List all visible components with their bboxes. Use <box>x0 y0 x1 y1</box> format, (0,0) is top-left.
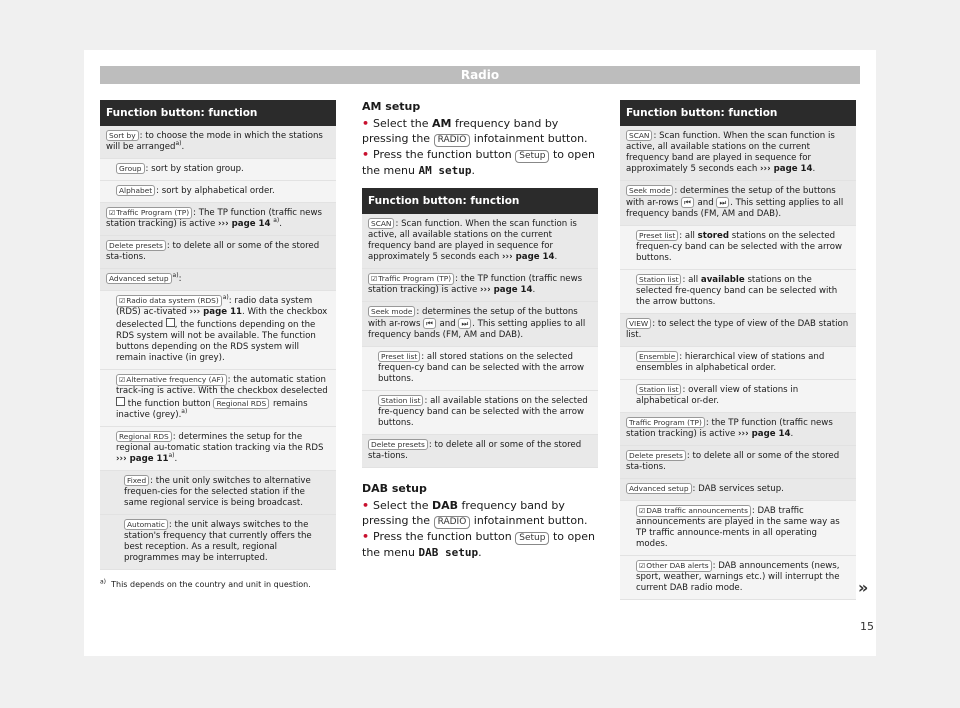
footnote-ref: a) <box>175 140 182 148</box>
step-text: AM <box>432 117 452 130</box>
row-text: : DAB services setup. <box>692 484 784 494</box>
row-text: : <box>178 274 182 284</box>
delete-presets-key: Delete presets <box>626 450 686 461</box>
other-dab-alerts-key <box>636 560 712 572</box>
row-text: : all stored stations on the selected frequen-cy band can be selected with the arrow buttons. <box>378 352 585 384</box>
key-label: Other DAB alerts <box>646 561 709 570</box>
column-left <box>100 100 336 589</box>
dab-step-2 <box>362 529 598 560</box>
step-text: DAB <box>432 499 459 512</box>
preset-list-key: Preset list <box>636 230 678 241</box>
page-reference: ››› page 14 <box>480 285 533 295</box>
row-text: : the unit only switches to alternative frequen-cies for the selected station if the same regional service is being broadcast. <box>124 476 311 508</box>
table-row <box>620 226 856 270</box>
row-text: : DAB announcements (news, sport, weather, warnings etc.) will interrupt the current DAB radio mode. <box>636 561 840 593</box>
advanced-setup-key: Advanced setup <box>106 273 172 284</box>
af-key <box>116 374 227 386</box>
step-text: . <box>471 164 475 177</box>
table-row <box>100 181 336 203</box>
continued-marker: » <box>858 578 869 597</box>
page-reference: ››› page 11 <box>116 454 169 464</box>
menu-name: DAB setup <box>418 546 479 559</box>
alphabet-key: Alphabet <box>116 185 155 196</box>
row-text: , the functions depending on the RDS system will not be available. The function buttons depending on the RDS system will remain inactive (in grey). <box>116 320 316 363</box>
table-row <box>620 556 856 600</box>
row-text: . <box>554 252 558 262</box>
key-label: Radio data system (RDS) <box>126 296 219 305</box>
table-row <box>620 347 856 380</box>
am-step-1 <box>362 116 598 147</box>
row-text: : all <box>682 275 701 285</box>
scan-key: SCAN <box>626 130 652 141</box>
page-reference: ››› page 14 <box>218 219 271 229</box>
table-row <box>100 427 336 471</box>
row-text: remains inactive (grey). <box>116 399 308 420</box>
row-text: . This setting applies to all frequency bands (FM, AM and DAB). <box>368 319 586 340</box>
footnote-ref: a) <box>172 272 179 280</box>
footnote-mark: a) <box>100 578 107 586</box>
setup-key: Setup <box>515 150 549 163</box>
row-text: . <box>812 164 816 174</box>
row-text: : determines the setup of the buttons with ar-rows <box>368 307 578 329</box>
prev-arrow-icon: ⏮ <box>423 318 436 329</box>
table-row <box>100 126 336 159</box>
am-step-2 <box>362 147 598 178</box>
row-text: : hierarchical view of stations and ensembles in alphabetical order. <box>636 352 825 373</box>
table-row <box>362 302 598 347</box>
automatic-key: Automatic <box>124 519 168 530</box>
advanced-setup-key: Advanced setup <box>626 483 692 494</box>
rds-key <box>116 295 222 307</box>
delete-presets-key: Delete presets <box>368 439 428 450</box>
row-text: and <box>694 198 717 208</box>
dab-setup-heading: DAB setup <box>362 482 427 495</box>
row-text: : all available stations on the selected fre-quency band can be selected with the arrow buttons. <box>378 396 588 428</box>
delete-presets-key: Delete presets <box>106 240 166 251</box>
sort-by-key: Sort by <box>106 130 139 141</box>
seek-mode-key: Seek mode <box>626 185 673 196</box>
page-reference: ››› page 14 <box>760 164 813 174</box>
table-row <box>620 446 856 479</box>
column-middle <box>362 100 598 560</box>
step-text: Select the <box>373 499 433 512</box>
key-label: Traffic Program (TP) <box>378 274 452 283</box>
row-text: available <box>700 275 745 285</box>
bullet-icon: • <box>362 117 370 130</box>
step-text: frequency band by pressing the <box>362 499 565 527</box>
table-row <box>620 270 856 314</box>
key-label: Alternative frequency (AF) <box>126 375 224 384</box>
table-row <box>620 479 856 501</box>
step-text: . <box>478 546 482 559</box>
bullet-icon: • <box>362 148 370 161</box>
page-number: 15 <box>860 620 874 633</box>
regional-rds-key: Regional RDS <box>116 431 172 442</box>
row-text: : to delete all or some of the stored sta-tions. <box>626 451 840 472</box>
checkbox-checked-icon: ☑ <box>119 297 126 305</box>
row-text: : the TP function (traffic news station tracking) is active <box>626 418 833 439</box>
station-list-key: Station list <box>378 395 423 406</box>
bullet-icon: • <box>362 499 370 512</box>
checkbox-empty-icon <box>116 397 125 406</box>
row-text: stations on the selected frequen-cy band can be selected with the arrow buttons. <box>636 231 843 263</box>
step-text: to open the menu <box>362 530 595 559</box>
traffic-program-key: Traffic Program (TP) <box>626 417 705 428</box>
row-text: the function button <box>125 399 214 409</box>
checkbox-checked-icon: ☑ <box>639 507 646 515</box>
row-text: . <box>532 285 536 295</box>
row-text: : radio data system (RDS) ac-tivated <box>116 296 313 317</box>
step-text: Select the <box>373 117 433 130</box>
dab-traffic-key <box>636 505 751 517</box>
row-text: and <box>436 319 459 329</box>
ensemble-key: Ensemble <box>636 351 678 362</box>
table-row <box>100 471 336 515</box>
row-text: : the automatic station track-ing is active. With the checkbox deselected <box>116 375 328 396</box>
next-arrow-icon: ⏭ <box>716 197 729 208</box>
row-text: : to select the type of view of the DAB station list. <box>626 319 849 340</box>
table-row <box>100 515 336 570</box>
row-text: : to choose the mode in which the stations will be arranged <box>106 131 323 152</box>
row-text: : DAB traffic announcements are played in the same way as TP traffic announce-ments in all operating modes. <box>636 506 840 549</box>
table-row <box>362 269 598 302</box>
checkbox-empty-icon <box>166 318 175 327</box>
row-text: : to delete all or some of the stored sta-tions. <box>106 241 320 262</box>
row-text: . With the checkbox deselected <box>116 307 328 330</box>
row-text: : determines the setup of the buttons with ar-rows <box>626 186 836 208</box>
traffic-program-key <box>106 207 192 219</box>
table-row <box>100 291 336 370</box>
checkbox-checked-icon: ☑ <box>109 209 116 217</box>
row-text: : sort by station group. <box>145 164 244 174</box>
row-text: . <box>279 219 282 229</box>
radio-key: RADIO <box>434 134 471 147</box>
row-text: : the TP function (traffic news station tracking) is active <box>368 274 583 295</box>
row-text: . This setting applies to all frequency bands (FM, AM and DAB). <box>626 198 844 219</box>
table-row <box>620 181 856 226</box>
table-header: Function button: function <box>620 100 856 126</box>
footnote-text: This depends on the country and unit in question. <box>111 580 311 589</box>
row-text: : the unit always switches to the station's frequency that currently offers the best reception. As a result, regional programmes may be interrupted. <box>124 520 312 563</box>
table-row <box>362 435 598 468</box>
table-row <box>620 501 856 556</box>
checkbox-checked-icon: ☑ <box>371 275 378 283</box>
row-text: : to delete all or some of the stored sta-tions. <box>368 440 582 461</box>
table-row <box>362 347 598 391</box>
step-text: Press the function button <box>373 148 516 161</box>
seek-mode-key: Seek mode <box>368 306 415 317</box>
page-header: Radio <box>100 66 860 84</box>
footnote-ref: a) <box>222 294 229 302</box>
step-text: infotainment button. <box>470 132 588 145</box>
fixed-key: Fixed <box>124 475 149 486</box>
traffic-program-key <box>368 273 454 285</box>
table-row <box>362 391 598 435</box>
table-row <box>362 214 598 269</box>
prev-arrow-icon: ⏮ <box>681 197 694 208</box>
table-row <box>100 370 336 427</box>
footnote-ref: a) <box>273 217 280 225</box>
row-text: : all <box>679 231 698 241</box>
row-text: . <box>174 454 178 464</box>
row-text: : Scan function. When the scan function is active, all available stations on the current frequency band are played in sequence for approximately 5 seconds each <box>626 131 835 174</box>
am-setup-heading: AM setup <box>362 100 421 113</box>
row-text: : overall view of stations in alphabetical or-der. <box>636 385 799 406</box>
table-row <box>100 236 336 269</box>
table-header: Function button: function <box>362 188 598 214</box>
step-text: frequency band by pressing the <box>362 117 559 145</box>
footnote <box>100 580 336 589</box>
table-row <box>620 314 856 347</box>
table-row <box>620 380 856 413</box>
step-text: Press the function button <box>373 530 516 543</box>
row-text: : determines the setup for the regional au-tomatic station tracking via the RDS <box>116 432 324 453</box>
table-row <box>100 203 336 236</box>
group-key: Group <box>116 163 145 174</box>
footnote-ref: a) <box>168 452 175 460</box>
row-text: : The TP function (traffic news station tracking) is active <box>106 208 322 229</box>
key-label: DAB traffic announcements <box>646 506 748 515</box>
row-text: : Scan function. When the scan function is active, all available stations on the current frequency band are played in sequence for approximately 5 seconds each <box>368 219 577 262</box>
checkbox-checked-icon: ☑ <box>639 562 646 570</box>
station-list-key: Station list <box>636 274 681 285</box>
step-text: to open the menu <box>362 148 595 177</box>
preset-list-key: Preset list <box>378 351 420 362</box>
checkbox-checked-icon: ☑ <box>119 376 126 384</box>
footnote-ref: a) <box>181 408 188 416</box>
table-row <box>620 126 856 181</box>
table-header: Function button: function <box>100 100 336 126</box>
page-reference: ››› page 11 <box>189 307 243 317</box>
row-text: : sort by alphabetical order. <box>156 186 275 196</box>
setup-key: Setup <box>515 532 549 545</box>
row-text: stored <box>697 231 730 241</box>
step-text: infotainment button. <box>470 514 588 527</box>
column-right <box>620 100 856 600</box>
radio-key: RADIO <box>434 516 471 529</box>
dab-step-1 <box>362 498 598 529</box>
key-label: Traffic Program (TP) <box>116 208 190 217</box>
next-arrow-icon: ⏭ <box>458 318 471 329</box>
view-key: VIEW <box>626 318 651 329</box>
menu-name: AM setup <box>418 164 472 177</box>
row-text: stations on the selected fre-quency band can be selected with the arrow buttons. <box>636 275 838 307</box>
regional-rds-key: Regional RDS <box>213 398 269 409</box>
scan-key: SCAN <box>368 218 394 229</box>
table-row <box>620 413 856 446</box>
bullet-icon: • <box>362 530 370 543</box>
page-reference: ››› page 14 <box>502 252 555 262</box>
page-reference: ››› page 14 <box>738 429 791 439</box>
table-row <box>100 159 336 181</box>
row-text: . <box>181 142 185 152</box>
row-text: . <box>790 429 794 439</box>
station-list-key: Station list <box>636 384 681 395</box>
table-row <box>100 269 336 291</box>
